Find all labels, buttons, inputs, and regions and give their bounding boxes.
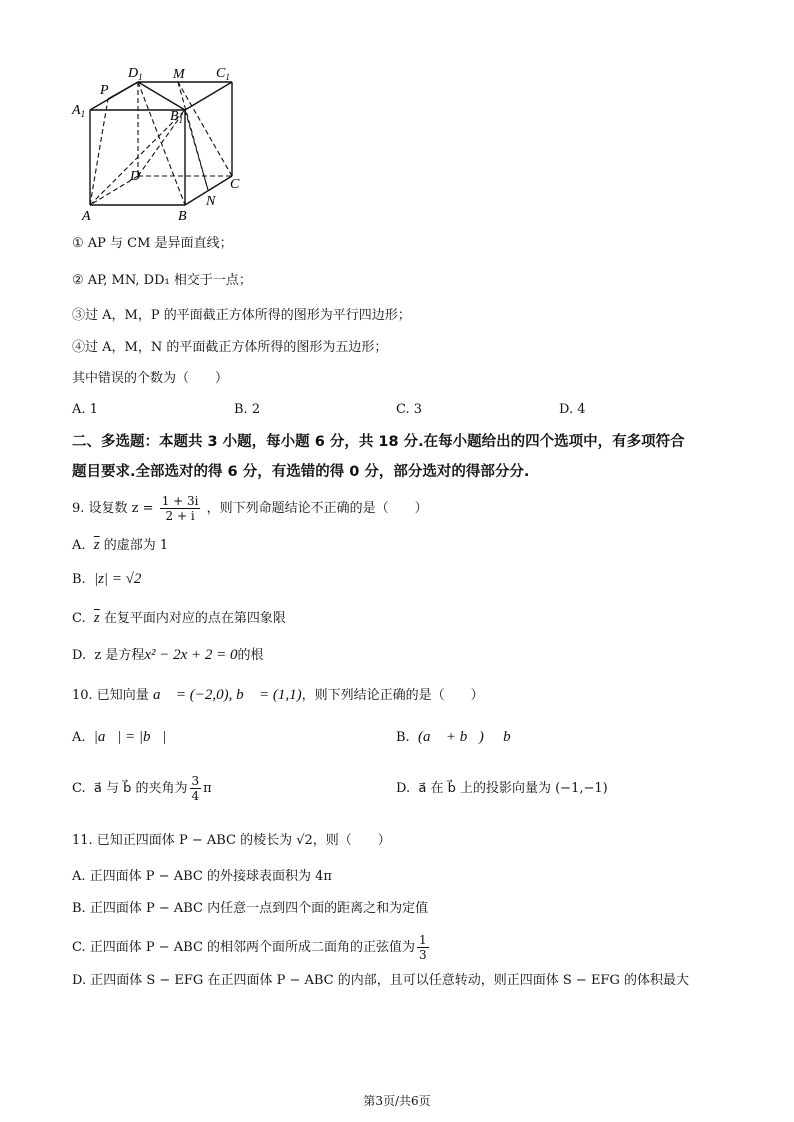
q10-option-a: A. |a⃗| = |b⃗| [72, 729, 167, 745]
q8-option-a: A. 1 [72, 402, 98, 417]
q9-option-d-pre: z 是方程 [94, 648, 145, 663]
q11-stem: 11. 已知正四面体 P − ABC 的棱长为 √2，则（ ） [72, 833, 391, 848]
q10-vectors: a⃗ = (−2,0), b⃗ = (1,1) [152, 687, 302, 703]
q9-option-d-equation: x² − 2x + 2 = 0 [144, 647, 238, 663]
q10-option-d-text: a⃗ 在 b⃗ 上的投影向量为 (−1,−1) [418, 781, 608, 796]
q11-option-c [72, 933, 431, 962]
label-B: B [178, 209, 187, 224]
q10-option-c-post: π [203, 781, 212, 796]
label-C1: $C_1$ [216, 66, 230, 82]
q11-option-d: D. 正四面体 S − EFG 在正四面体 P − ABC 的内部，且可以任意转动，则正四面体 S − EFG 的体积最大 [72, 973, 689, 988]
q9-option-a: A. $\overline{z}$ 的虚部为 1 [72, 537, 169, 553]
q9-option-b: B. |z| = √2 [72, 571, 142, 587]
q10-stem-pre: 10. 已知向量 [72, 688, 149, 703]
q10-option-d: D. a⃗ 在 b⃗ 上的投影向量为 (−1,−1) [396, 781, 608, 796]
q9-option-c: C. $\overline{z}$ 在复平面内对应的点在第四象限 [72, 610, 286, 626]
section-heading-line-1: 二、多选题：本题共 3 小题，每小题 6 分，共 18 分.在每小题给出的四个选项中，有多项符合 [72, 434, 685, 450]
q9-stem [72, 494, 428, 523]
label-B1: $B_1$ [170, 109, 184, 125]
q10-option-c-fraction [190, 774, 202, 803]
label-M: M [173, 67, 185, 82]
q11-option-a: A. 正四面体 P − ABC 的外接球表面积为 4π [72, 869, 332, 884]
label-A: A [82, 209, 91, 224]
q8-option-b: B. 2 [234, 402, 261, 417]
q9-option-a-text: 的虚部为 1 [103, 538, 169, 553]
q11-option-c-pre: C. 正四面体 P − ABC 的相邻两个面所成二面角的正弦值为 [72, 940, 416, 955]
q11-option-c-fraction [417, 933, 429, 962]
label-N: N [206, 194, 216, 209]
q10-c-den: 4 [191, 789, 200, 803]
z-conjugate: $\overline{z}$ [93, 537, 100, 553]
q9-stem-pre: 9. 设复数 z = [72, 501, 154, 516]
label-C: C [230, 177, 240, 192]
q8-option-c: C. 3 [396, 402, 423, 417]
q9-fraction [160, 494, 201, 523]
cube-figure [70, 62, 260, 224]
q8-question: 其中错误的个数为（ ） [72, 371, 229, 386]
q9-fraction-numerator: 1 + 3i [161, 494, 199, 508]
q9-option-d-post: 的根 [237, 648, 264, 663]
q8-statement-1: ① AP 与 CM 是异面直线； [72, 236, 233, 251]
q11-c-den: 3 [419, 948, 427, 962]
q10-stem [72, 686, 484, 705]
q9-fraction-denominator: 2 + i [165, 509, 195, 523]
q10-option-c-pre: a⃗ 与 b⃗ 的夹角为 [93, 781, 188, 796]
q8-statement-2: ② AP, MN, DD₁ 相交于一点； [72, 273, 252, 288]
label-A1: $A_1$ [72, 103, 86, 119]
q9-option-b-text: |z| = √2 [93, 571, 142, 587]
label-P: P [100, 83, 109, 98]
label-D1: $D_1$ [128, 66, 143, 82]
q10-option-b: B. (a⃗ + b⃗) ⫽ b⃗ [396, 729, 523, 745]
q11-c-num: 1 [419, 933, 427, 947]
z-conjugate: $\overline{z}$ [93, 610, 100, 626]
q10-option-a-text: |a⃗| = |b⃗| [93, 729, 167, 745]
q11-option-b: B. 正四面体 P − ABC 内任意一点到四个面的距离之和为定值 [72, 901, 429, 916]
q9-option-c-text: 在复平面内对应的点在第四象限 [103, 611, 286, 626]
q9-stem-post: ，则下列命题结论不正确的是（ ） [206, 501, 428, 516]
q10-option-b-text: (a⃗ + b⃗) ⫽ b⃗ [417, 729, 523, 745]
label-D: D [130, 169, 141, 184]
section-heading-line-2: 题目要求.全部选对的得 6 分，有选错的得 0 分，部分选对的得部分分. [72, 464, 530, 480]
q10-c-num: 3 [191, 774, 200, 788]
q8-statement-3: ③过 A，M，P 的平面截正方体所得的图形为平行四边形； [72, 308, 411, 323]
q9-option-d: D. z 是方程x² − 2x + 2 = 0的根 [72, 647, 264, 663]
page-footer: 第3页/共6页 [363, 1094, 431, 1108]
q8-statement-4: ④过 A，M，N 的平面截正方体所得的图形为五边形； [72, 340, 388, 355]
q10-option-c: C. a⃗ 与 b⃗ 的夹角为 $\frac{3}{4}$ π [72, 774, 212, 803]
q8-option-d: D. 4 [559, 402, 586, 417]
q10-stem-post: ，则下列结论正确的是（ ） [301, 688, 484, 703]
